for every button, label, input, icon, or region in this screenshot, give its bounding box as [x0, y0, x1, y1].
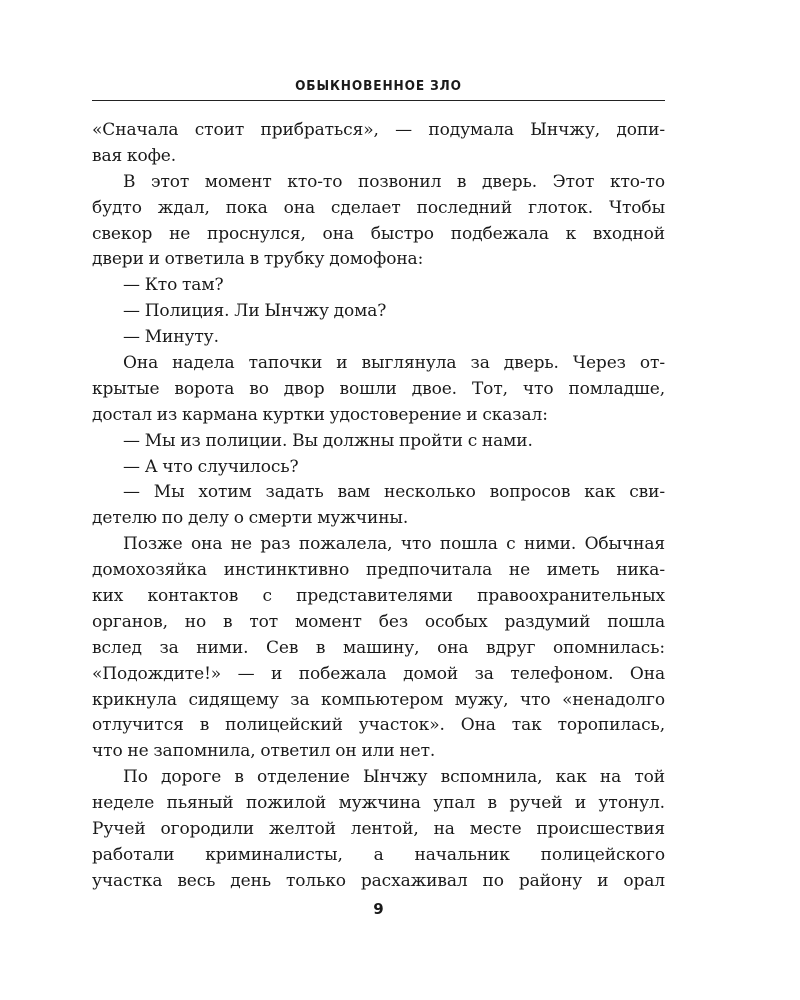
text-line: неделе пьяный пожилой мужчина упал в ручей и утонул. [92, 793, 665, 814]
text-line: вая кофе. [92, 145, 177, 166]
text-line: «Подождите!» — и побежала домой за телефоном. Она [92, 663, 665, 684]
text-line: ких контактов с представителями правоохранительных [92, 586, 665, 607]
text-line: Ручей огородили желтой лентой, на месте происшествия [92, 819, 665, 840]
text-line: В этот момент кто-то позвонил в дверь. Этот кто-то [123, 171, 665, 192]
text-line: органов, но в тот момент без особых раздумий пошла [92, 611, 665, 632]
text-line: — Мы из полиции. Вы должны пройти с нами. [123, 430, 533, 451]
text-line: — Полиция. Ли Ынчжу дома? [123, 301, 387, 322]
text-line: Она надела тапочки и выглянула за дверь. Через от- [123, 353, 665, 374]
header-rule [92, 100, 665, 101]
running-title: ОБЫКНОВЕННОЕ ЗЛО [295, 78, 462, 94]
text-line: детелю по делу о смерти мужчины. [92, 508, 409, 529]
text-line: вслед за ними. Сев в машину, она вдруг опомнилась: [92, 637, 665, 658]
text-line: — Кто там? [123, 275, 224, 296]
text-line: отлучится в полицейский участок». Она так торопилась, [92, 715, 665, 736]
text-line: — Минуту. [123, 327, 219, 348]
text-line: крикнула сидящему за компьютером мужу, что «ненадолго [92, 689, 665, 710]
text-line: работали криминалисты, а начальник полицейского [92, 844, 665, 865]
text-line: что не запомнила, ответил он или нет. [92, 741, 436, 762]
text-line: Позже она не раз пожалела, что пошла с ними. Обычная [123, 534, 665, 555]
text-line: По дороге в отделение Ынчжу вспомнила, как на той [123, 767, 665, 788]
text-line: будто ждал, пока она сделает последний глоток. Чтобы [92, 197, 665, 218]
text-line: — Мы хотим задать вам несколько вопросов как сви- [123, 482, 665, 503]
text-line: — А что случилось? [123, 456, 299, 477]
text-line: «Сначала стоит прибраться», — подумала Ынчжу, допи- [92, 120, 665, 140]
page-number: 9 [373, 900, 384, 918]
text-line: участка весь день только расхаживал по району и орал [92, 870, 665, 891]
text-line: крытые ворота во двор вошли двое. Тот, что помладше, [92, 378, 665, 399]
text-line: домохозяйка инстинктивно предпочитала не иметь ника- [92, 560, 665, 581]
body-text [92, 118, 665, 895]
text-line: свекор не проснулся, она быстро подбежала к входной [92, 223, 665, 244]
text-line: двери и ответила в трубку домофона: [92, 249, 424, 270]
text-line: достал из кармана куртки удостоверение и сказал: [92, 404, 548, 425]
